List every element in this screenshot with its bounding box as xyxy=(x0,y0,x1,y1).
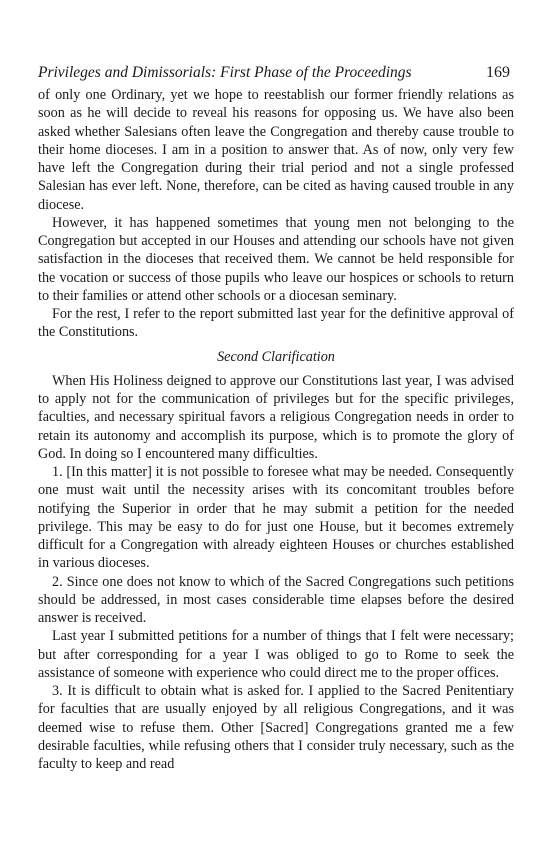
paragraph: For the rest, I refer to the report submitted last year for the definitive approval of the Constitutions. xyxy=(38,306,514,341)
page-number: 169 xyxy=(486,64,510,81)
paragraph: Last year I submitted petitions for a number of things that I felt were necessary; but after corresponding for a year I was obliged to go to Rome to seek the assistance of someone with experience who could direct me to the proper offices. xyxy=(38,628,514,681)
running-title: Privileges and Dimissorials: First Phase of the Proceedings xyxy=(38,64,412,81)
running-head xyxy=(38,62,514,84)
numbered-paragraph: 3. It is difficult to obtain what is asked for. I applied to the Sacred Penitentiary for faculties that are usually enjoyed by all religious Congregations, and it was deemed wise to refuse them. Other [Sacred] Congregations granted me a few desirable faculties, while refusing others that I consider truly necessary, such as the faculty to keep and read xyxy=(38,683,514,772)
paragraph-continued: of only one Ordinary, yet we hope to reestablish our former friendly relations as soon as he will decide to reveal his reasons for opposing us. We have also been asked whether Salesians often leave the Congregation and thereby cause trouble to their home dioceses. I am in a position to answer that. As of now, only very few have left the Congregation during their trial period and not a single professed Salesian has ever left. None, therefore, can be cited as having caused trouble in any diocese. xyxy=(38,87,514,213)
book-page xyxy=(38,62,514,773)
paragraph: When His Holiness deigned to approve our Constitutions last year, I was advised to apply not for the communication of privileges but for the specific privileges, faculties, and necessary spiritual favors a religious Congregation needs in order to retain its autonomy and accomplish its purpose, which is to promote the glory of God. In doing so I encountered many difficulties. xyxy=(38,372,514,462)
section-heading: Second Clarification xyxy=(217,348,335,365)
paragraph: However, it has happened sometimes that young men not belonging to the Congregation but accepted in our Houses and attending our schools have not given satisfaction in the dioceses that received them. We cannot be held responsible for the vocation or success of those pupils who leave our hospices or schools to return to their families or attend other schools or a diocesan seminary. xyxy=(38,214,514,304)
numbered-paragraph: 2. Since one does not know to which of the Sacred Congregations such petitions should be addressed, in most cases considerable time elapses before the desired answer is received. xyxy=(38,573,514,626)
body-text xyxy=(38,86,514,773)
numbered-paragraph: 1. [In this matter] it is not possible to foresee what may be needed. Consequently one must wait until the necessity arises with its concomitant troubles before notifying the Superior in order that he may submit a petition for the needed privilege. This may be easy to do for just one House, but it becomes extremely difficult for a Congregation with already eighteen Houses or churches established in various dioceses. xyxy=(38,464,514,572)
